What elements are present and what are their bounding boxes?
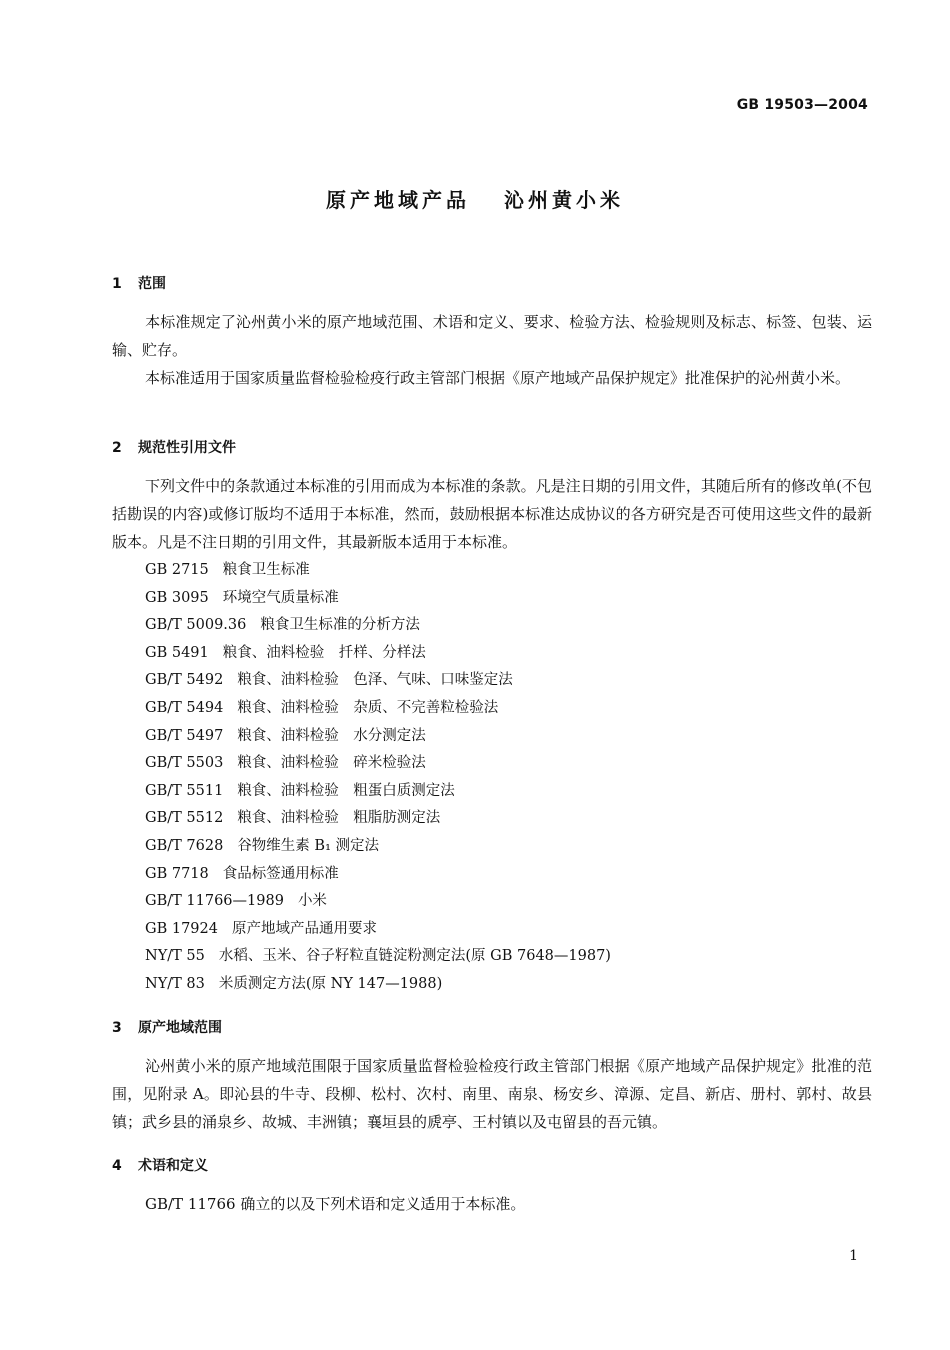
paragraph-text: 本标准规定了沁州黄小米的原产地域范围、术语和定义、要求、检验方法、检验规则及标志、标签、包装、运输、贮存。 [112, 313, 872, 359]
document-title [0, 184, 950, 213]
section-number: 1 [112, 276, 122, 292]
section-title: 范围 [138, 276, 166, 292]
reference-code: GB/T 5511 [145, 782, 224, 799]
paragraph-text: 下列文件中的条款通过本标准的引用而成为本标准的条款。凡是注日期的引用文件，其随后所有的修改单(不包括勘误的内容)或修订版均不适用于本标准，然而，鼓励根据本标准达成协议的各方研究是否可使用这些文件的最新版本。凡是不注日期的引用文件，其最新版本适用于本标准。 [112, 477, 872, 551]
reference-item [145, 640, 611, 668]
reference-title: 米质测定方法(原 NY 147—1988) [218, 975, 443, 992]
reference-title: 粮食、油料检验 扦样、分样法 [222, 644, 426, 661]
reference-item [145, 667, 611, 695]
section-3-heading [112, 1017, 222, 1037]
reference-title: 粮食、油料检验 杂质、不完善粒检验法 [237, 699, 499, 716]
reference-title: 粮食、油料检验 水分测定法 [237, 727, 426, 744]
reference-title: 食品标签通用标准 [222, 865, 339, 882]
reference-code: GB 2715 [145, 562, 209, 578]
title-part-1: 原产地域产品 [326, 188, 470, 212]
section-1-paragraph-1 [112, 308, 872, 364]
reference-code: NY/T 83 [145, 975, 205, 992]
paragraph-text: GB/T 11766 确立的以及下列术语和定义适用于本标准。 [145, 1195, 526, 1213]
reference-item [145, 805, 611, 833]
reference-item [145, 750, 611, 778]
section-title: 规范性引用文件 [138, 440, 236, 456]
section-number: 2 [112, 440, 122, 456]
normative-references-list [145, 557, 611, 999]
section-3-paragraph-1 [112, 1052, 872, 1136]
standard-number: GB 19503—2004 [736, 97, 868, 113]
reference-item [145, 888, 611, 916]
section-1-heading [112, 273, 166, 293]
reference-item [145, 557, 611, 585]
reference-title: 谷物维生素 B₁ 测定法 [237, 837, 379, 854]
reference-item [145, 778, 611, 806]
reference-code: GB 17924 [145, 920, 218, 937]
paragraph-text: 本标准适用于国家质量监督检验检疫行政主管部门根据《原产地域产品保护规定》批准保护的沁州黄小米。 [145, 369, 851, 387]
section-2-heading [112, 437, 236, 457]
reference-item [145, 971, 611, 999]
reference-item [145, 861, 611, 889]
page-number: 1 [849, 1248, 858, 1264]
section-number: 3 [112, 1020, 122, 1036]
section-title: 术语和定义 [138, 1158, 208, 1174]
section-4-paragraph-1 [112, 1190, 872, 1218]
reference-title: 粮食、油料检验 色泽、气味、口味鉴定法 [237, 672, 513, 689]
reference-title: 粮食、油料检验 粗脂肪测定法 [237, 810, 441, 827]
reference-item [145, 723, 611, 751]
reference-code: GB/T 11766—1989 [145, 893, 284, 910]
reference-item [145, 916, 611, 944]
reference-code: GB/T 5497 [145, 727, 224, 744]
reference-title: 小米 [297, 893, 327, 910]
paragraph-text: 沁州黄小米的原产地域范围限于国家质量监督检验检疫行政主管部门根据《原产地域产品保护规定》批准的范围，见附录 A。即沁县的牛寺、段柳、松村、次村、南里、南泉、杨安乡、漳源、定昌、新店、册村、郭村、故县镇；武乡县的涌泉乡、故城、丰洲镇；襄垣县的虒亭、王村镇以及屯留县的吾元镇。 [112, 1057, 872, 1131]
reference-code: GB/T 5492 [145, 672, 224, 689]
reference-code: GB/T 5494 [145, 699, 224, 716]
reference-item [145, 585, 611, 613]
title-part-2: 沁州黄小米 [504, 188, 624, 212]
reference-title: 粮食、油料检验 粗蛋白质测定法 [237, 782, 455, 799]
section-number: 4 [112, 1158, 122, 1174]
reference-code: GB/T 7628 [145, 837, 224, 854]
reference-code: NY/T 55 [145, 948, 205, 965]
reference-title: 粮食卫生标准 [222, 562, 310, 578]
reference-item [145, 943, 611, 971]
reference-title: 水稻、玉米、谷子籽粒直链淀粉测定法(原 GB 7648—1987) [218, 948, 611, 965]
reference-title: 粮食、油料检验 碎米检验法 [237, 755, 426, 772]
reference-code: GB 5491 [145, 644, 209, 661]
reference-code: GB/T 5512 [145, 810, 224, 827]
reference-code: GB 7718 [145, 865, 209, 882]
section-4-heading [112, 1155, 208, 1175]
reference-code: GB 3095 [145, 589, 209, 606]
reference-code: GB/T 5503 [145, 755, 224, 772]
section-title: 原产地域范围 [138, 1020, 222, 1036]
reference-title: 环境空气质量标准 [222, 589, 339, 606]
section-2-paragraph-1 [112, 472, 872, 556]
reference-item [145, 833, 611, 861]
reference-item [145, 612, 611, 640]
reference-title: 原产地域产品通用要求 [231, 920, 377, 937]
section-1-paragraph-2 [112, 364, 872, 392]
reference-item [145, 695, 611, 723]
reference-code: GB/T 5009.36 [145, 617, 247, 634]
reference-title: 粮食卫生标准的分析方法 [260, 617, 420, 634]
